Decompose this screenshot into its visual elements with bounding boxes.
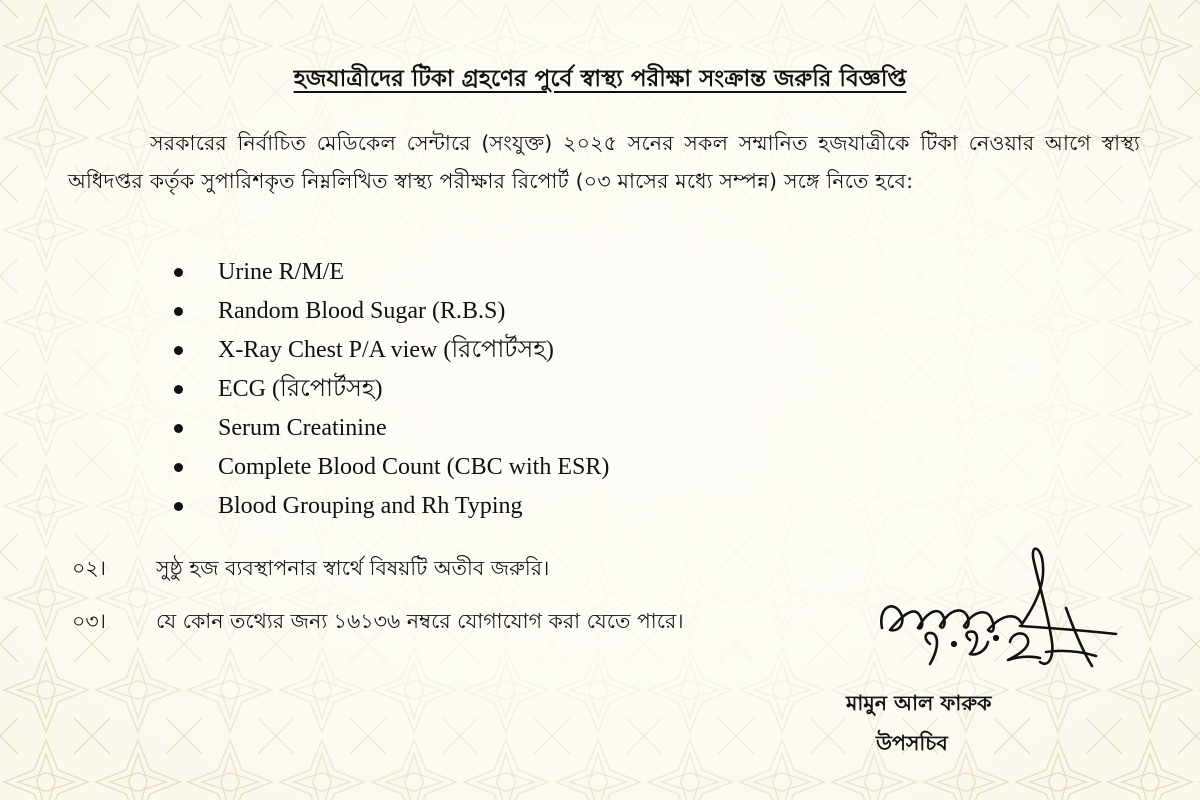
- test-label: Random Blood Sugar (R.B.S): [218, 298, 506, 324]
- intro-paragraph: সরকারের নির্বাচিত মেডিকেল সেন্টারে (সংযুক্ত) ২০২৫ সনের সকল সম্মানিত হজযাত্রীকে টিকা নেওয়ার আগে স্বাস্থ্য অধিদপ্তর কর্তৃক সুপারিশকৃত নিম্নলিখিত স্বাস্থ্য পরীক্ষার রিপোর্ট (০৩ মাসের মধ্যে সম্পন্ন) সঙ্গে নিতে হবে:: [68, 131, 1140, 193]
- item-number: ০৩।: [72, 609, 106, 633]
- bullet-icon: [174, 463, 183, 472]
- bullet-icon: [174, 502, 183, 511]
- bullet-icon: [174, 424, 183, 433]
- bullet-icon: [174, 385, 183, 394]
- list-item: [172, 487, 609, 526]
- list-item: [172, 409, 609, 448]
- list-item: [172, 331, 609, 370]
- list-item: [172, 253, 609, 292]
- numbered-item-02: [72, 553, 549, 587]
- test-list: [172, 253, 609, 526]
- list-item: [172, 292, 609, 331]
- item-text: যে কোন তথ্যের জন্য ১৬১৩৬ নম্বরে যোগাযোগ করা যেতে পারে।: [156, 609, 684, 633]
- test-label: Blood Grouping and Rh Typing: [218, 493, 523, 519]
- test-label: X-Ray Chest P/A view (রিপোর্টসহ): [218, 337, 554, 363]
- test-label: ECG (রিপোর্টসহ): [218, 376, 383, 402]
- test-label: Serum Creatinine: [218, 415, 387, 441]
- notice-title: হজযাত্রীদের টিকা গ্রহণের পুর্বে স্বাস্থ্য পরীক্ষা সংক্রান্ত জরুরি বিজ্ঞপ্তি: [293, 66, 907, 92]
- signatory-name: মামুন আল ফারুক: [846, 691, 992, 715]
- test-label: Urine R/M/E: [218, 259, 344, 285]
- list-item: [172, 448, 609, 487]
- item-text: সুষ্ঠু হজ ব্যবস্থাপনার স্বার্থে বিষয়টি অতীব জরুরি।: [156, 556, 550, 580]
- numbered-item-03: [72, 606, 684, 640]
- test-label: Complete Blood Count (CBC with ESR): [218, 454, 610, 480]
- bullet-icon: [174, 307, 183, 316]
- list-item: [172, 370, 609, 409]
- signatory-designation: উপসচিব: [876, 731, 948, 755]
- item-number: ০২।: [72, 556, 106, 580]
- handwritten-signature: [870, 538, 1130, 688]
- bullet-icon: [174, 268, 183, 277]
- bullet-icon: [174, 346, 183, 355]
